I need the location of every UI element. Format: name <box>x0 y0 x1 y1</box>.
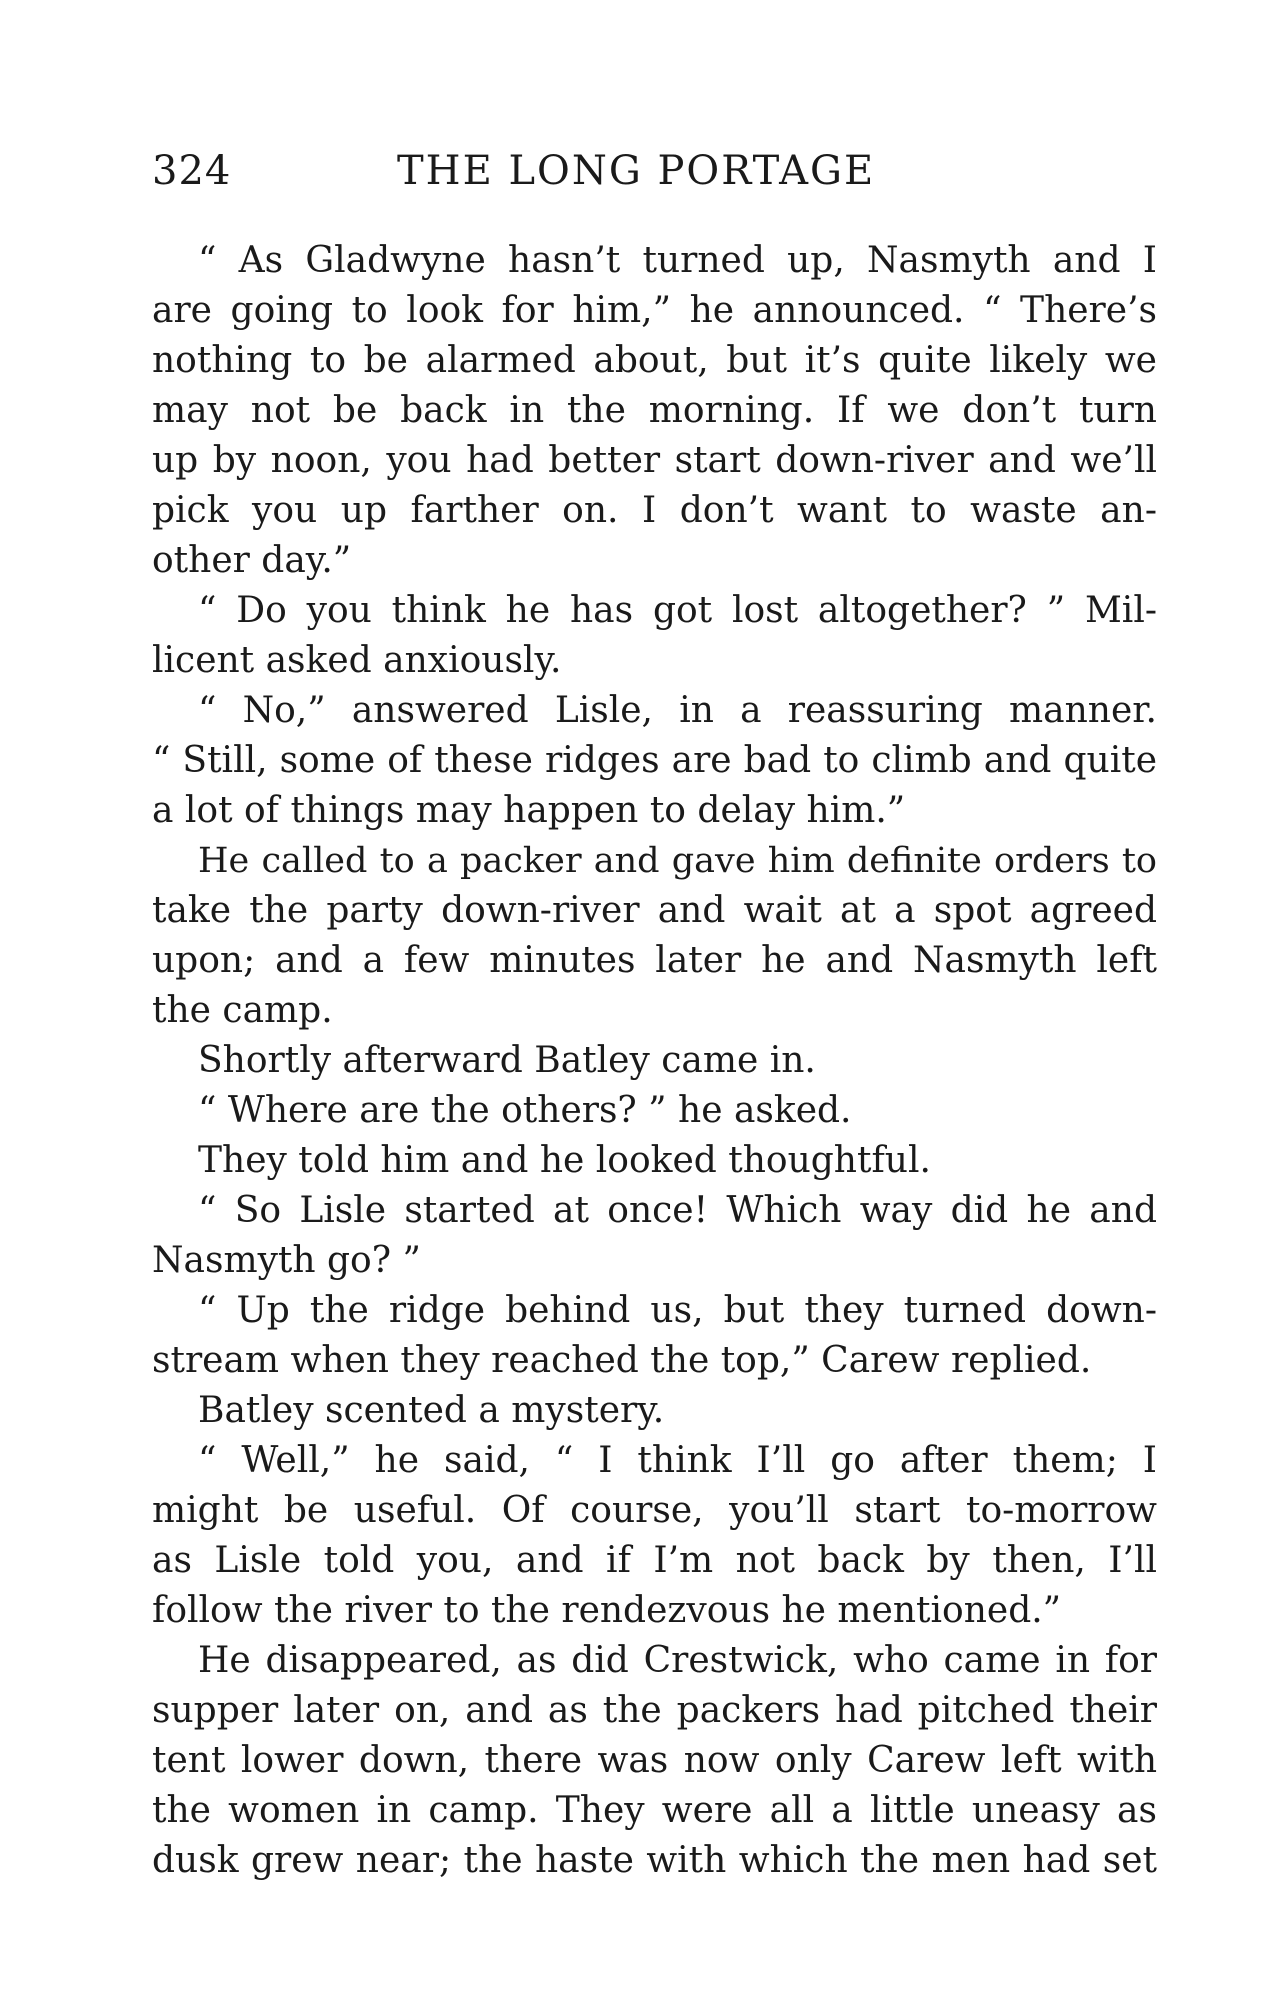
body-text <box>152 236 1157 1886</box>
text-line: Shortly afterward Batley came in. <box>198 1040 816 1081</box>
text-line: licent asked anxiously. <box>152 640 562 681</box>
text-line: He disappeared, as did Crestwick, who came in for <box>198 1640 1157 1681</box>
page-header <box>152 148 1157 198</box>
text-line: a lot of things may happen to delay him.” <box>152 790 906 831</box>
text-line: They told him and he looked thoughtful. <box>198 1140 931 1181</box>
text-line: He called to a packer and gave him definite orders to <box>198 841 1157 881</box>
text-line: other day.” <box>152 540 352 581</box>
text-line: take the party down-river and wait at a spot agreed <box>152 890 1157 931</box>
text-line: “ Up the ridge behind us, but they turned down- <box>198 1290 1157 1331</box>
text-line: tent lower down, there was now only Carew left with <box>152 1740 1157 1781</box>
text-line: “ No,” answered Lisle, in a reassuring manner. <box>198 690 1157 731</box>
text-line: Batley scented a mystery. <box>198 1390 665 1431</box>
text-line: pick you up farther on. I don’t want to waste an- <box>152 490 1157 531</box>
text-line: the women in camp. They were all a little uneasy as <box>152 1790 1157 1831</box>
text-line: stream when they reached the top,” Carew replied. <box>152 1340 1092 1381</box>
text-line: “ So Lisle started at once! Which way did he and <box>198 1190 1157 1231</box>
text-line: “ Still, some of these ridges are bad to climb and quite <box>152 740 1157 781</box>
running-title: THE LONG PORTAGE <box>397 148 876 194</box>
text-line: “ As Gladwyne hasn’t turned up, Nasmyth and I <box>198 240 1157 281</box>
text-line: are going to look for him,” he announced. “ There’s <box>152 290 1157 331</box>
text-line: may not be back in the morning. If we don’t turn <box>152 390 1157 431</box>
text-line: as Lisle told you, and if I’m not back by then, I’ll <box>152 1540 1157 1581</box>
text-line: nothing to be alarmed about, but it’s quite likely we <box>152 340 1157 381</box>
text-line: “ Where are the others? ” he asked. <box>198 1090 852 1131</box>
page-number: 324 <box>152 148 232 194</box>
text-line: follow the river to the rendezvous he mentioned.” <box>152 1590 1062 1631</box>
text-line: supper later on, and as the packers had pitched their <box>152 1690 1157 1731</box>
text-line: upon; and a few minutes later he and Nasmyth left <box>152 940 1157 981</box>
text-line: might be useful. Of course, you’ll start to-morrow <box>152 1490 1157 1531</box>
text-line: Nasmyth go? ” <box>152 1240 421 1281</box>
text-line: “ Well,” he said, “ I think I’ll go after them; I <box>198 1440 1157 1481</box>
text-line: up by noon, you had better start down-river and we’ll <box>152 440 1157 481</box>
text-line: the camp. <box>152 990 333 1031</box>
text-line: “ Do you think he has got lost altogether? ” Mil- <box>198 590 1157 631</box>
text-line: dusk grew near; the haste with which the men had set <box>152 1840 1157 1881</box>
